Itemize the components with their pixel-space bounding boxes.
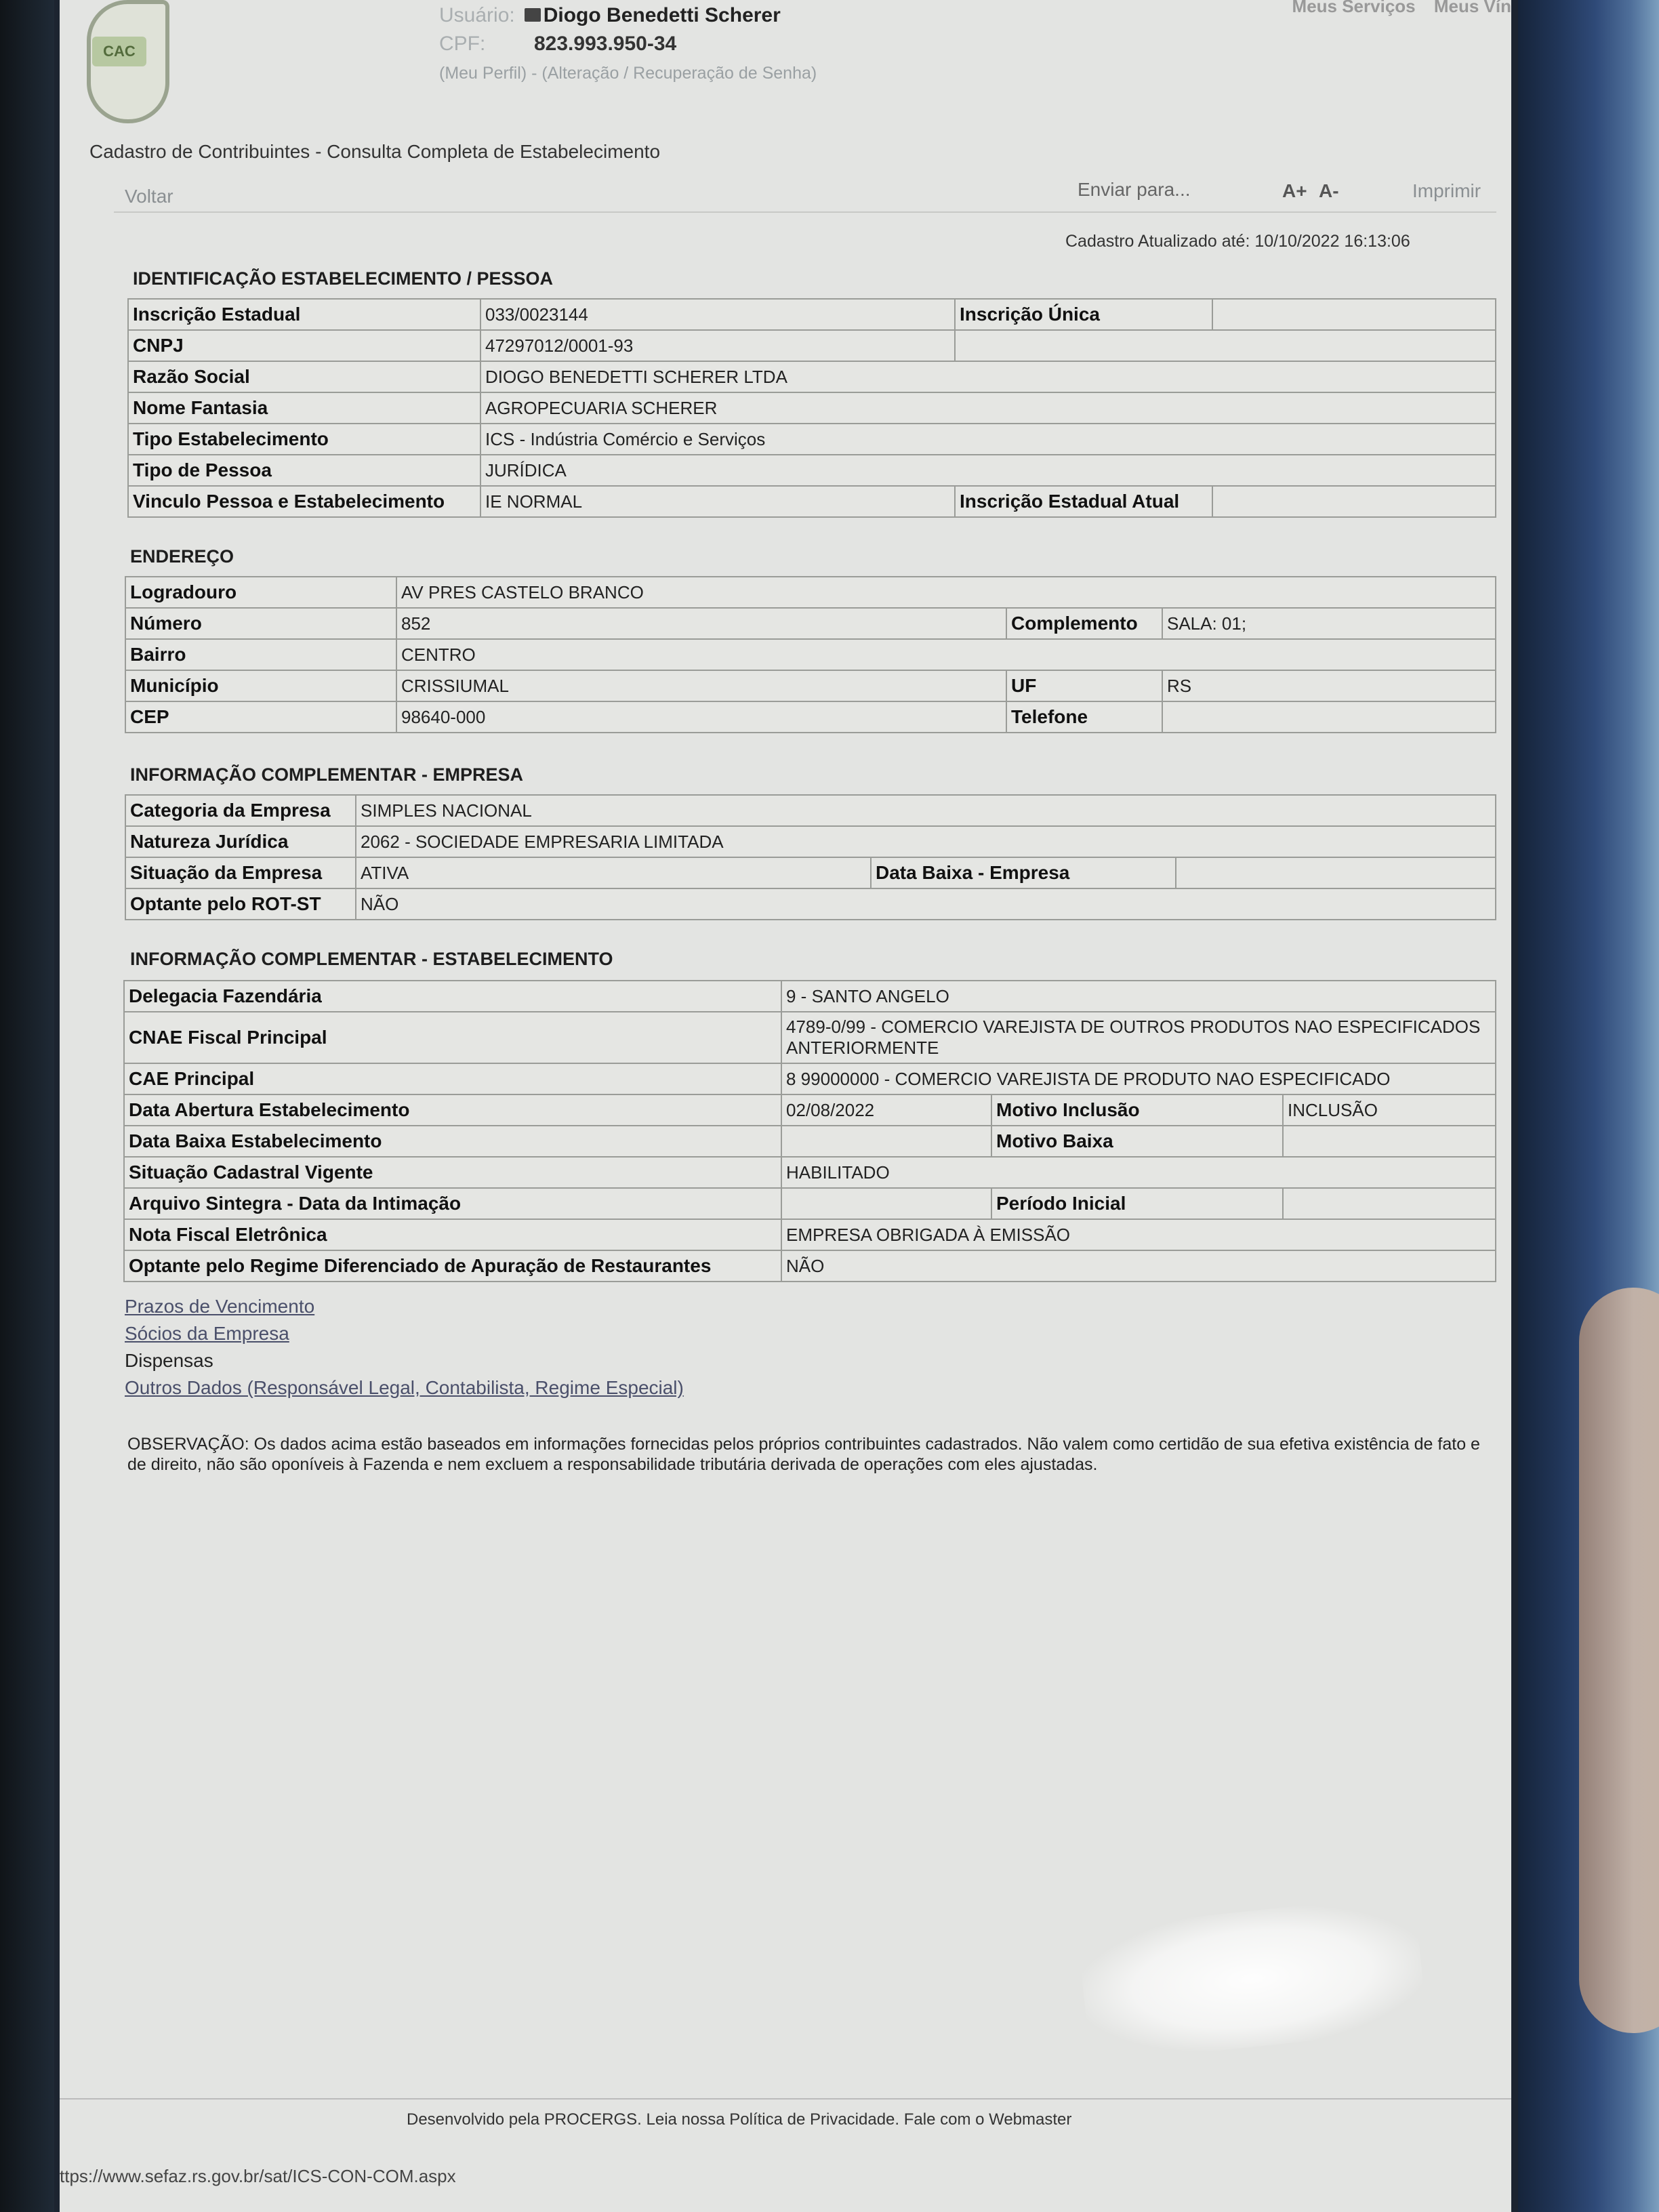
field-value: 033/0023144 — [480, 299, 955, 330]
user-name: Diogo Benedetti Scherer — [543, 4, 781, 26]
field-label: CNPJ — [128, 330, 480, 361]
field-label: Delegacia Fazendária — [124, 981, 781, 1012]
send-to-link[interactable]: Enviar para... — [1078, 179, 1191, 200]
field-value — [1162, 701, 1496, 733]
my-links-link[interactable]: Meus Vín — [1433, 0, 1511, 16]
field-label: Telefone — [1006, 701, 1162, 733]
field-value: JURÍDICA — [480, 455, 1496, 486]
field-label: Vinculo Pessoa e Estabelecimento — [128, 486, 480, 517]
field-value: RS — [1162, 670, 1496, 701]
empresa-table — [125, 794, 1496, 920]
field-value: SALA: 01; — [1162, 608, 1496, 639]
endereco-table — [125, 576, 1496, 733]
field-label: Inscrição Estadual Atual — [955, 486, 1212, 517]
field-label: Logradouro — [125, 577, 396, 608]
table-row — [128, 392, 1496, 424]
field-label: Período Inicial — [991, 1188, 1283, 1219]
section-title-identificacao: IDENTIFICAÇÃO ESTABELECIMENTO / PESSOA — [133, 268, 554, 289]
page-title: Cadastro de Contribuintes - Consulta Completa de Estabelecimento — [89, 141, 661, 162]
table-row — [124, 1012, 1496, 1063]
field-label: CEP — [125, 701, 396, 733]
field-label: Data Abertura Estabelecimento — [124, 1094, 781, 1126]
field-value: ICS - Indústria Comércio e Serviços — [480, 424, 1496, 455]
field-label: Motivo Baixa — [991, 1126, 1283, 1157]
finger — [1579, 1288, 1659, 2033]
table-row — [124, 1188, 1496, 1219]
field-label: CAE Principal — [124, 1063, 781, 1094]
field-value — [1283, 1188, 1496, 1219]
field-value: CENTRO — [396, 639, 1496, 670]
table-row — [124, 1157, 1496, 1188]
field-value: AV PRES CASTELO BRANCO — [396, 577, 1496, 608]
section-title-empresa: INFORMAÇÃO COMPLEMENTAR - EMPRESA — [130, 764, 523, 785]
field-value — [1176, 857, 1496, 888]
field-label: Situação Cadastral Vigente — [124, 1157, 781, 1188]
field-value: SIMPLES NACIONAL — [356, 795, 1496, 826]
field-label: Razão Social — [128, 361, 480, 392]
table-row — [125, 577, 1496, 608]
field-label: Optante pelo ROT-ST — [125, 888, 356, 920]
field-value: NÃO — [356, 888, 1496, 920]
field-label: Data Baixa - Empresa — [871, 857, 1176, 888]
field-value — [781, 1188, 991, 1219]
observation-note: OBSERVAÇÃO: Os dados acima estão baseados em informações fornecidas pelos próprios contribuintes cadastrados. Não valem como certidão de sua efetiva existência de fato e de direito, não são oponíveis à Fazenda e nem excluem a responsabilidade tributária derivada de operações com eles ajustadas. — [127, 1435, 1480, 1474]
screen-glare — [1077, 1893, 1428, 2064]
field-value: 02/08/2022 — [781, 1094, 991, 1126]
table-row — [128, 299, 1496, 330]
table-row — [125, 888, 1496, 920]
table-row — [128, 330, 1496, 361]
field-value — [1283, 1126, 1496, 1157]
table-row — [128, 361, 1496, 392]
field-label: CNAE Fiscal Principal — [124, 1012, 781, 1063]
table-row — [125, 639, 1496, 670]
table-row — [124, 1126, 1496, 1157]
toolbar — [125, 179, 1498, 206]
field-value: ATIVA — [356, 857, 871, 888]
toolbar-divider — [114, 211, 1496, 213]
field-label: Categoria da Empresa — [125, 795, 356, 826]
table-row — [124, 1063, 1496, 1094]
section-title-endereco: ENDEREÇO — [130, 546, 234, 567]
field-label: Nome Fantasia — [128, 392, 480, 424]
field-label: Motivo Inclusão — [991, 1094, 1283, 1126]
field-value — [1212, 299, 1496, 330]
font-increase-button[interactable]: A+ — [1282, 180, 1307, 201]
field-label: Arquivo Sintegra - Data da Intimação — [124, 1188, 781, 1219]
webmaster-link[interactable]: Fale com o Webmaster — [903, 2110, 1072, 2129]
table-row — [125, 857, 1496, 888]
page-footer — [407, 2110, 1071, 2129]
field-value — [781, 1126, 991, 1157]
table-row — [125, 701, 1496, 733]
field-value: 852 — [396, 608, 1006, 639]
user-info — [439, 4, 781, 27]
empty-cell — [955, 330, 1496, 361]
dispensas-text: Dispensas — [125, 1350, 213, 1371]
field-label: Situação da Empresa — [125, 857, 356, 888]
field-value: HABILITADO — [781, 1157, 1496, 1188]
field-label: Data Baixa Estabelecimento — [124, 1126, 781, 1157]
estabelecimento-table — [123, 980, 1496, 1282]
last-updated: Cadastro Atualizado até: 10/10/2022 16:13:06 — [1065, 232, 1410, 251]
field-value: IE NORMAL — [480, 486, 955, 517]
field-value: 98640-000 — [396, 701, 1006, 733]
field-value: AGROPECUARIA SCHERER — [480, 392, 1496, 424]
field-label: Nota Fiscal Eletrônica — [124, 1219, 781, 1250]
print-link[interactable]: Imprimir — [1412, 180, 1481, 201]
field-label: Optante pelo Regime Diferenciado de Apuração de Restaurantes — [124, 1250, 781, 1282]
font-decrease-button[interactable]: A- — [1319, 180, 1339, 201]
section-title-estabelecimento: INFORMAÇÃO COMPLEMENTAR - ESTABELECIMENTO — [130, 949, 613, 969]
field-value: EMPRESA OBRIGADA À EMISSÃO — [781, 1219, 1496, 1250]
back-link[interactable]: Voltar — [125, 186, 173, 207]
status-url: ttps://www.sefaz.rs.gov.br/sat/ICS-CON-COM.aspx — [60, 2166, 456, 2186]
table-row — [124, 1219, 1496, 1250]
cpf-info — [439, 33, 676, 56]
field-label: Bairro — [125, 639, 396, 670]
prazos-vencimento-link[interactable]: Prazos de Vencimento — [125, 1296, 315, 1317]
field-label: UF — [1006, 670, 1162, 701]
table-row — [128, 424, 1496, 455]
outros-dados-link[interactable]: Outros Dados (Responsável Legal, Contabilista, Regime Especial) — [125, 1377, 684, 1398]
site-header — [60, 0, 1511, 142]
user-icon — [525, 8, 541, 22]
device-bezel-left — [0, 0, 54, 2212]
developed-by-text: Desenvolvido pela PROCERGS. — [407, 2110, 642, 2129]
field-value: 8 99000000 - COMERCIO VAREJISTA DE PRODUTO NAO ESPECIFICADO — [781, 1063, 1496, 1094]
footer-divider — [60, 2098, 1511, 2100]
browser-page — [60, 0, 1511, 2212]
field-value — [1212, 486, 1496, 517]
table-row — [128, 455, 1496, 486]
cac-logo-badge: CAC — [92, 37, 146, 66]
table-row — [124, 1250, 1496, 1282]
top-services-menu — [1279, 0, 1511, 17]
table-row — [125, 608, 1496, 639]
field-value: 47297012/0001-93 — [480, 330, 955, 361]
privacy-policy-link[interactable]: Leia nossa Política de Privacidade. — [646, 2110, 900, 2129]
identificacao-table — [127, 298, 1496, 518]
socios-empresa-link[interactable]: Sócios da Empresa — [125, 1323, 289, 1344]
field-value: DIOGO BENEDETTI SCHERER LTDA — [480, 361, 1496, 392]
table-row — [124, 1094, 1496, 1126]
field-value: 4789-0/99 - COMERCIO VAREJISTA DE OUTROS PRODUTOS NAO ESPECIFICADOS ANTERIORMENTE — [781, 1012, 1496, 1063]
table-row — [124, 981, 1496, 1012]
field-label: Número — [125, 608, 396, 639]
profile-links[interactable]: (Meu Perfil) - (Alteração / Recuperação de Senha) — [439, 64, 817, 83]
field-label: Inscrição Única — [955, 299, 1212, 330]
field-label: Natureza Jurídica — [125, 826, 356, 857]
user-label: Usuário: — [439, 4, 515, 26]
field-label: Inscrição Estadual — [128, 299, 480, 330]
field-label: Tipo de Pessoa — [128, 455, 480, 486]
field-value: 2062 - SOCIEDADE EMPRESARIA LIMITADA — [356, 826, 1496, 857]
table-row — [125, 826, 1496, 857]
field-value: 9 - SANTO ANGELO — [781, 981, 1496, 1012]
field-label: Tipo Estabelecimento — [128, 424, 480, 455]
table-row — [125, 795, 1496, 826]
cpf-value: 823.993.950-34 — [534, 33, 677, 55]
field-label: Município — [125, 670, 396, 701]
field-value: INCLUSÃO — [1283, 1094, 1496, 1126]
field-value: NÃO — [781, 1250, 1496, 1282]
my-services-link[interactable]: Meus Serviços — [1292, 0, 1416, 16]
cpf-label: CPF: — [439, 33, 486, 55]
table-row — [125, 670, 1496, 701]
field-value: CRISSIUMAL — [396, 670, 1006, 701]
table-row — [128, 486, 1496, 517]
related-links — [125, 1293, 684, 1401]
field-label: Complemento — [1006, 608, 1162, 639]
